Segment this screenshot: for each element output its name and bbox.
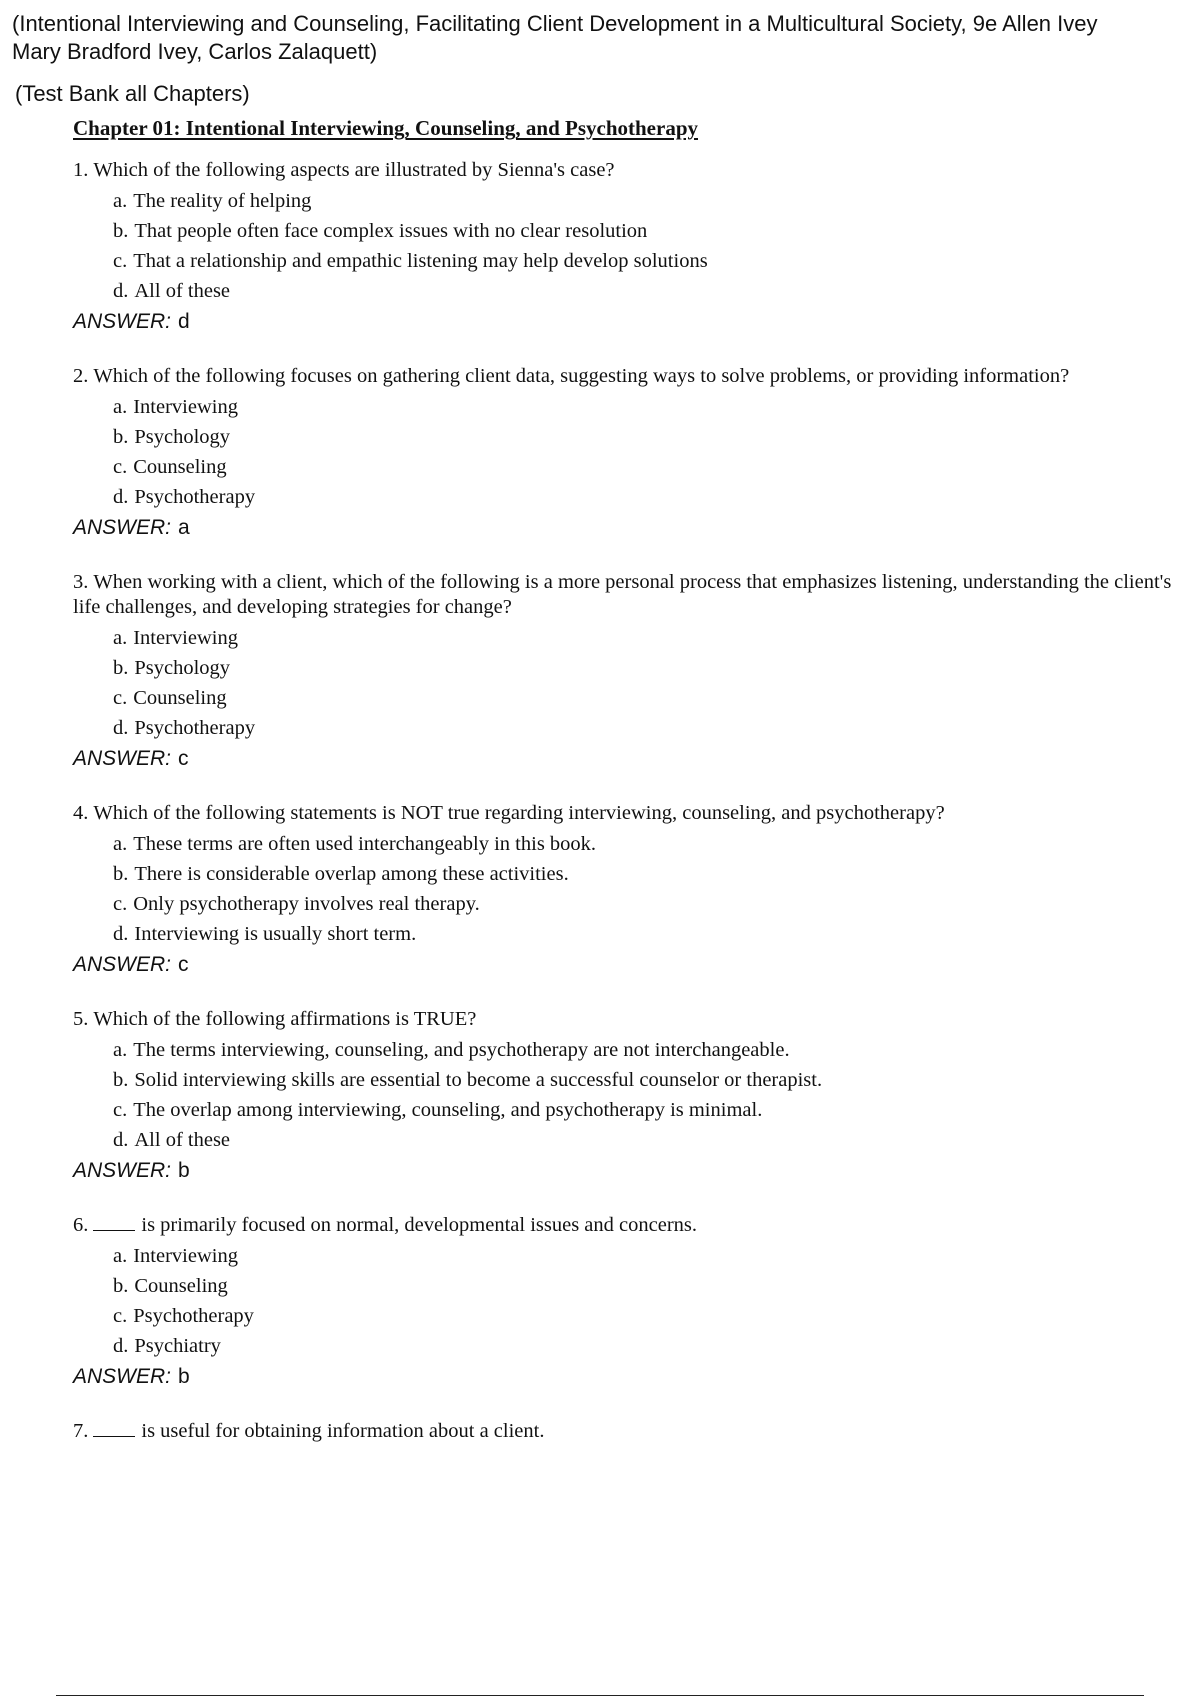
answer-key bbox=[73, 744, 1173, 774]
answer-key bbox=[73, 1156, 1173, 1186]
answer-label: ANSWER: bbox=[73, 1365, 172, 1388]
question-stem bbox=[73, 1007, 1173, 1032]
option-letter: c. bbox=[113, 687, 128, 709]
question-text: is primarily focused on normal, developmental issues and concerns. bbox=[141, 1214, 698, 1236]
answer-option bbox=[113, 713, 1173, 743]
question-text: Which of the following focuses on gathering client data, suggesting ways to solve problems, or providing information? bbox=[93, 365, 1070, 387]
option-letter: d. bbox=[113, 486, 129, 508]
question-number: 6. bbox=[73, 1214, 89, 1236]
answer-option bbox=[113, 422, 1173, 452]
option-letter: c. bbox=[113, 1305, 128, 1327]
option-letter: d. bbox=[113, 717, 129, 739]
answer-key bbox=[73, 950, 1173, 980]
option-text: The terms interviewing, counseling, and psychotherapy are not interchangeable. bbox=[133, 1039, 790, 1061]
option-text: Interviewing bbox=[133, 396, 238, 418]
option-text: Psychotherapy bbox=[133, 1305, 254, 1327]
question-text: Which of the following aspects are illustrated by Sienna's case? bbox=[93, 159, 615, 181]
answer-option bbox=[113, 919, 1173, 949]
answer-label: ANSWER: bbox=[73, 747, 172, 770]
answer-value: a bbox=[178, 516, 190, 539]
option-text: Interviewing bbox=[133, 1245, 238, 1267]
option-text: Interviewing is usually short term. bbox=[134, 923, 417, 945]
answer-options bbox=[113, 1241, 1173, 1361]
option-letter: a. bbox=[113, 396, 128, 418]
option-letter: a. bbox=[113, 1039, 128, 1061]
option-letter: c. bbox=[113, 456, 128, 478]
option-text: Interviewing bbox=[133, 627, 238, 649]
answer-option bbox=[113, 1301, 1173, 1331]
answer-value: b bbox=[178, 1365, 190, 1388]
subheader: (Test Bank all Chapters) bbox=[15, 81, 250, 106]
option-letter: c. bbox=[113, 250, 128, 272]
option-text: All of these bbox=[134, 280, 231, 302]
question-number: 3. bbox=[73, 571, 89, 593]
question-text: Which of the following affirmations is TRUE? bbox=[93, 1008, 477, 1030]
option-letter: b. bbox=[113, 1069, 129, 1091]
option-letter: a. bbox=[113, 627, 128, 649]
option-text: Psychology bbox=[134, 657, 231, 679]
option-text: These terms are often used interchangeably in this book. bbox=[133, 833, 597, 855]
answer-option bbox=[113, 276, 1173, 306]
answer-key bbox=[73, 1362, 1173, 1392]
answer-option bbox=[113, 482, 1173, 512]
question-text: When working with a client, which of the following is a more personal process that emphasizes listening, understanding the client's life challenges, and developing strategies for change? bbox=[73, 571, 1172, 618]
footer-divider bbox=[56, 1695, 1144, 1696]
question-item bbox=[73, 1007, 1173, 1186]
answer-value: c bbox=[178, 747, 189, 770]
answer-options bbox=[113, 1035, 1173, 1155]
question-item bbox=[73, 801, 1173, 980]
option-text: Solid interviewing skills are essential to become a successful counselor or therapist. bbox=[134, 1069, 823, 1091]
question-stem bbox=[73, 1213, 1173, 1238]
answer-option bbox=[113, 623, 1173, 653]
answer-option bbox=[113, 829, 1173, 859]
answer-option bbox=[113, 392, 1173, 422]
option-text: Psychotherapy bbox=[134, 486, 256, 508]
option-letter: c. bbox=[113, 893, 128, 915]
answer-option bbox=[113, 859, 1173, 889]
question-number: 2. bbox=[73, 365, 89, 387]
answer-label: ANSWER: bbox=[73, 516, 172, 539]
option-letter: b. bbox=[113, 1275, 129, 1297]
option-text: Psychiatry bbox=[134, 1335, 221, 1357]
answer-option bbox=[113, 653, 1173, 683]
question-stem bbox=[73, 158, 1173, 183]
question-item bbox=[73, 364, 1173, 543]
answer-options bbox=[113, 829, 1173, 949]
question-number: 1. bbox=[73, 159, 89, 181]
answer-option bbox=[113, 1331, 1173, 1361]
option-letter: c. bbox=[113, 1099, 128, 1121]
answer-option bbox=[113, 216, 1173, 246]
answer-key bbox=[73, 307, 1173, 337]
option-text: There is considerable overlap among these activities. bbox=[134, 863, 569, 885]
answer-option bbox=[113, 1095, 1173, 1125]
answer-options bbox=[113, 623, 1173, 743]
answer-option bbox=[113, 1065, 1173, 1095]
option-text: Psychology bbox=[134, 426, 231, 448]
answer-label: ANSWER: bbox=[73, 1159, 172, 1182]
option-letter: a. bbox=[113, 190, 128, 212]
option-text: Counseling bbox=[133, 456, 227, 478]
answer-label: ANSWER: bbox=[73, 310, 172, 333]
header-line-1: (Intentional Interviewing and Counseling, Facilitating Client Development in a Multicultural Society, 9e Allen Ivey bbox=[12, 11, 1098, 36]
option-text: That people often face complex issues with no clear resolution bbox=[134, 220, 648, 242]
answer-value: c bbox=[178, 953, 189, 976]
option-text: The reality of helping bbox=[133, 190, 312, 212]
header-line-2: Mary Bradford Ivey, Carlos Zalaquett) bbox=[12, 39, 378, 64]
question-stem bbox=[73, 570, 1173, 620]
option-text: Counseling bbox=[134, 1275, 228, 1297]
option-text: Counseling bbox=[133, 687, 227, 709]
question-text: is useful for obtaining information about a client. bbox=[141, 1420, 545, 1442]
option-letter: d. bbox=[113, 1129, 129, 1151]
option-letter: b. bbox=[113, 426, 129, 448]
option-text: Only psychotherapy involves real therapy. bbox=[133, 893, 480, 915]
answer-option bbox=[113, 246, 1173, 276]
option-text: Psychotherapy bbox=[134, 717, 256, 739]
question-stem bbox=[73, 1419, 1173, 1444]
option-letter: d. bbox=[113, 923, 129, 945]
question-text: Which of the following statements is NOT true regarding interviewing, counseling, and psychotherapy? bbox=[93, 802, 945, 824]
fill-in-blank bbox=[93, 1422, 135, 1437]
option-text: All of these bbox=[134, 1129, 231, 1151]
question-item bbox=[73, 1213, 1173, 1392]
answer-key bbox=[73, 513, 1173, 543]
option-text: That a relationship and empathic listening may help develop solutions bbox=[133, 250, 708, 272]
question-item bbox=[73, 1419, 1173, 1444]
answer-option bbox=[113, 1035, 1173, 1065]
answer-options bbox=[113, 186, 1173, 306]
answer-option bbox=[113, 1241, 1173, 1271]
answer-value: b bbox=[178, 1159, 190, 1182]
option-letter: b. bbox=[113, 220, 129, 242]
option-letter: b. bbox=[113, 863, 129, 885]
answer-value: d bbox=[178, 310, 190, 333]
question-stem bbox=[73, 801, 1173, 826]
question-number: 4. bbox=[73, 802, 89, 824]
answer-option bbox=[113, 683, 1173, 713]
option-letter: a. bbox=[113, 833, 128, 855]
question-list bbox=[73, 158, 1173, 1471]
option-letter: a. bbox=[113, 1245, 128, 1267]
option-letter: b. bbox=[113, 657, 129, 679]
answer-option bbox=[113, 186, 1173, 216]
question-stem bbox=[73, 364, 1173, 389]
fill-in-blank bbox=[93, 1216, 135, 1231]
option-text: The overlap among interviewing, counseling, and psychotherapy is minimal. bbox=[133, 1099, 763, 1121]
answer-option bbox=[113, 452, 1173, 482]
answer-option bbox=[113, 889, 1173, 919]
document-header bbox=[12, 10, 1200, 66]
question-item bbox=[73, 570, 1173, 774]
answer-label: ANSWER: bbox=[73, 953, 172, 976]
answer-option bbox=[113, 1125, 1173, 1155]
answer-option bbox=[113, 1271, 1173, 1301]
answer-options bbox=[113, 392, 1173, 512]
question-number: 7. bbox=[73, 1420, 89, 1442]
option-letter: d. bbox=[113, 1335, 129, 1357]
option-letter: d. bbox=[113, 280, 129, 302]
question-item bbox=[73, 158, 1173, 337]
question-number: 5. bbox=[73, 1008, 89, 1030]
chapter-title: Chapter 01: Intentional Interviewing, Counseling, and Psychotherapy bbox=[73, 116, 698, 140]
